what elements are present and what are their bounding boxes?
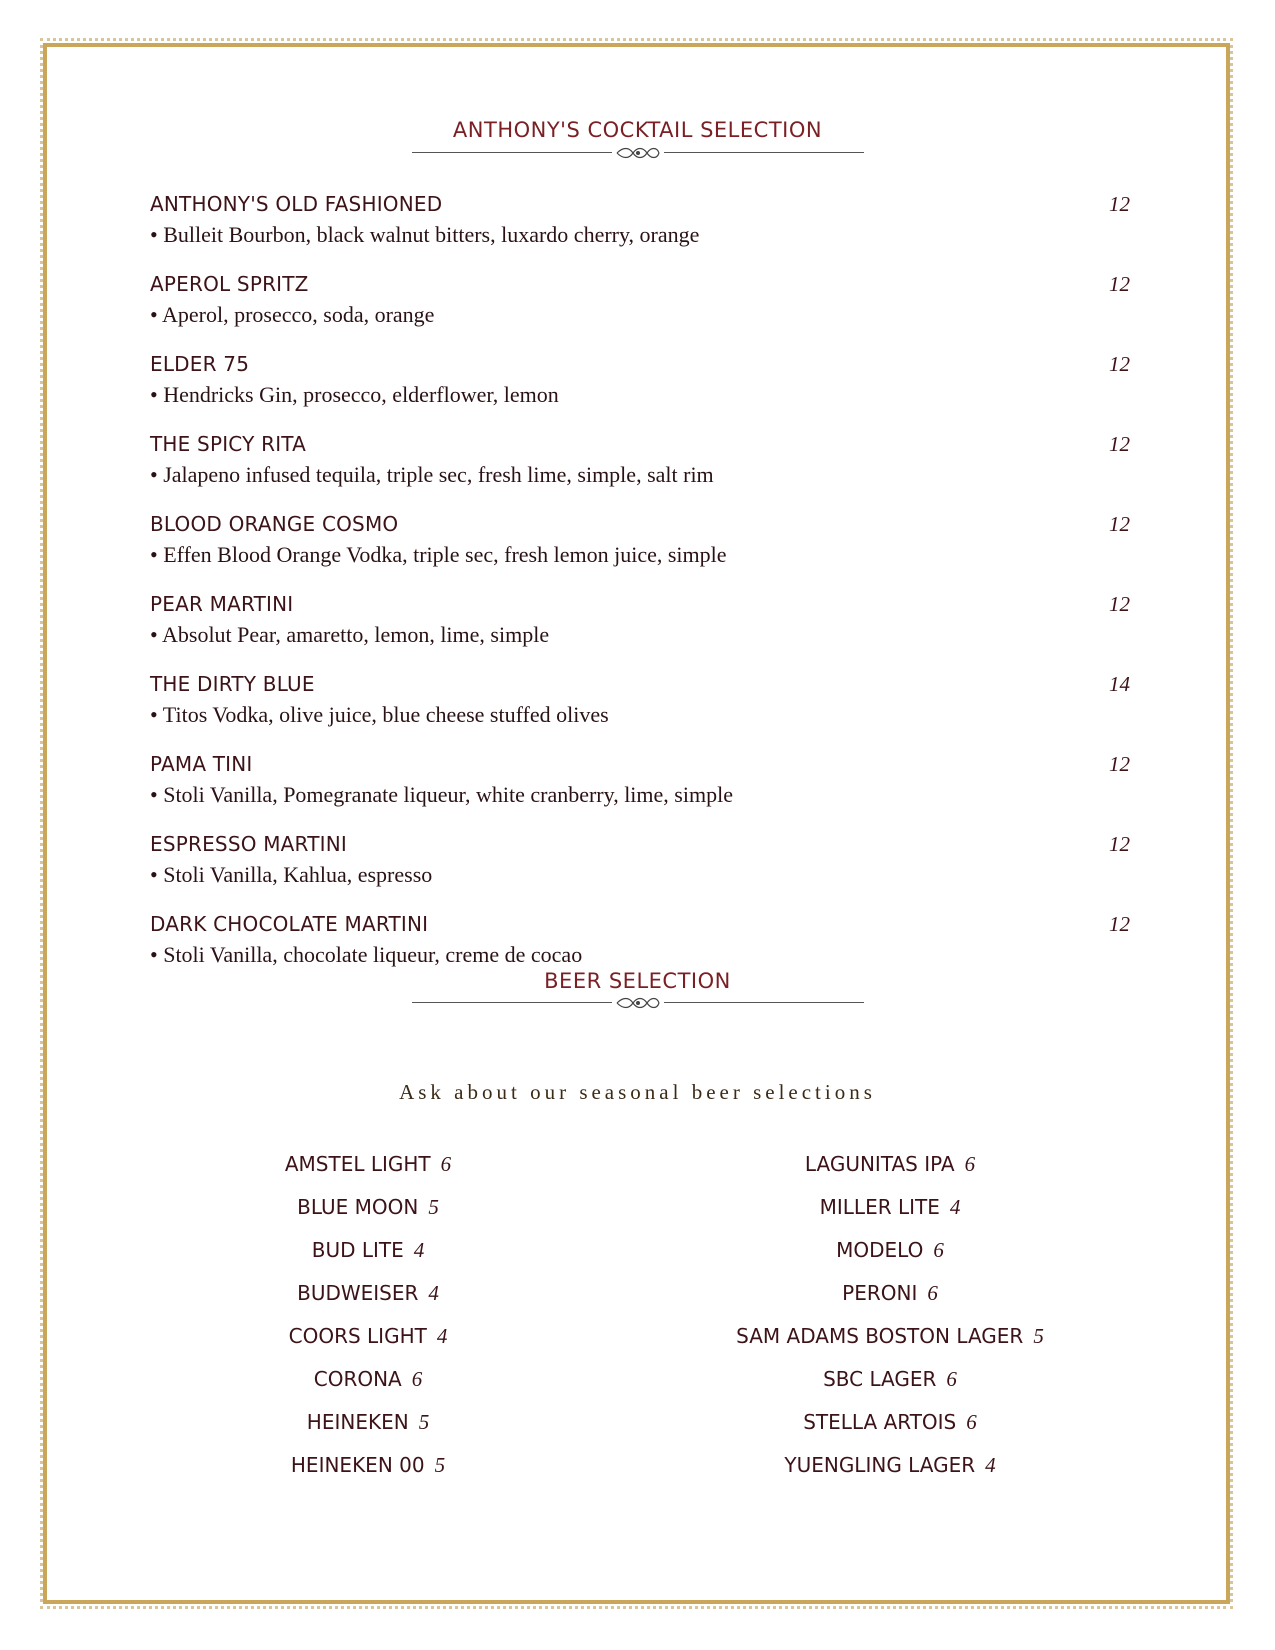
cocktail-price: 12: [1109, 272, 1130, 296]
beer-name: SAM ADAMS BOSTON LAGER: [736, 1324, 1024, 1348]
beer-price: 6: [927, 1281, 938, 1305]
cocktail-item: [150, 592, 1130, 672]
cocktail-price: 12: [1109, 592, 1130, 616]
cocktail-price: 12: [1109, 512, 1130, 536]
cocktail-name: ELDER 75: [150, 352, 250, 376]
cocktail-item: [150, 672, 1130, 752]
cocktail-section-title: ANTHONY'S COCKTAIL SELECTION: [452, 118, 823, 142]
cocktail-price: 12: [1109, 832, 1130, 856]
cocktail-name: PEAR MARTINI: [150, 592, 294, 616]
beer-name: HEINEKEN: [306, 1410, 409, 1434]
beer-price: 5: [418, 1410, 430, 1434]
beer-item: [158, 1195, 578, 1238]
cocktail-item: [150, 512, 1130, 592]
beer-price: 4: [428, 1281, 439, 1305]
cocktail-description: • Bulleit Bourbon, black walnut bitters, luxardo cherry, orange: [150, 222, 700, 247]
cocktail-item: [150, 432, 1130, 512]
beer-item: [680, 1238, 1100, 1281]
beer-price: 6: [946, 1367, 957, 1391]
cocktail-name: APEROL SPRITZ: [150, 272, 309, 296]
beer-name: BLUE MOON: [297, 1195, 419, 1219]
beer-price: 4: [436, 1324, 448, 1348]
cocktail-description: • Effen Blood Orange Vodka, triple sec, fresh lemon juice, simple: [150, 542, 727, 567]
beer-price: 6: [966, 1410, 977, 1434]
ornament-divider-icon: [412, 996, 864, 1010]
cocktail-price: 12: [1109, 912, 1130, 936]
beer-price: 6: [933, 1238, 944, 1262]
beer-name: SBC LAGER: [823, 1367, 937, 1391]
beer-price: 4: [413, 1238, 425, 1262]
beer-item: [680, 1367, 1100, 1410]
beer-price: 5: [1033, 1324, 1044, 1348]
beer-name: PERONI: [842, 1281, 918, 1305]
cocktail-name: BLOOD ORANGE COSMO: [150, 512, 399, 536]
beer-name: MODELO: [836, 1238, 924, 1262]
beer-item: [158, 1410, 578, 1453]
cocktail-item: [150, 752, 1130, 832]
beer-name: AMSTEL LIGHT: [284, 1152, 431, 1176]
beer-price: 4: [949, 1195, 961, 1219]
cocktail-name: PAMA TINI: [150, 752, 253, 776]
beer-list-right: [680, 1152, 1100, 1496]
beer-name: LAGUNITAS IPA: [804, 1152, 955, 1176]
beer-price: 4: [985, 1453, 996, 1477]
cocktail-description: • Aperol, prosecco, soda, orange: [150, 302, 435, 327]
cocktail-description: • Stoli Vanilla, Pomegranate liqueur, white cranberry, lime, simple: [150, 782, 733, 807]
cocktail-list: [150, 192, 1130, 992]
cocktail-name: THE SPICY RITA: [150, 432, 307, 456]
cocktail-description: • Hendricks Gin, prosecco, elderflower, lemon: [150, 382, 559, 407]
cocktail-item: [150, 352, 1130, 432]
cocktail-name: ESPRESSO MARTINI: [150, 832, 347, 856]
beer-name: HEINEKEN 00: [290, 1453, 425, 1477]
cocktail-description: • Stoli Vanilla, chocolate liqueur, creme de cocao: [150, 942, 583, 967]
cocktail-price: 14: [1109, 672, 1130, 696]
beer-price: 5: [428, 1195, 439, 1219]
cocktail-description: • Stoli Vanilla, Kahlua, espresso: [150, 862, 433, 887]
ornament-divider-icon: [412, 146, 864, 160]
cocktail-description: • Absolut Pear, amaretto, lemon, lime, simple: [150, 622, 550, 647]
beer-item: [158, 1238, 578, 1281]
beer-name: BUDWEISER: [297, 1281, 419, 1305]
beer-section-title: BEER SELECTION: [544, 969, 731, 993]
cocktail-name: THE DIRTY BLUE: [150, 672, 315, 696]
beer-item: [680, 1281, 1100, 1324]
cocktail-item: [150, 832, 1130, 912]
beer-item: [680, 1324, 1100, 1367]
cocktail-description: • Jalapeno infused tequila, triple sec, fresh lime, simple, salt rim: [150, 462, 714, 487]
cocktail-price: 12: [1109, 352, 1130, 376]
beer-name: YUENGLING LAGER: [784, 1453, 976, 1477]
beer-name: COORS LIGHT: [288, 1324, 427, 1348]
beer-seasonal-note: Ask about our seasonal beer selections: [399, 1080, 876, 1104]
beer-name: MILLER LITE: [819, 1195, 940, 1219]
cocktail-price: 12: [1109, 752, 1130, 776]
beer-price: 5: [434, 1453, 446, 1477]
beer-item: [158, 1367, 578, 1410]
beer-item: [158, 1453, 578, 1496]
beer-item: [680, 1410, 1100, 1453]
beer-name: STELLA ARTOIS: [803, 1410, 957, 1434]
beer-price: 6: [411, 1367, 423, 1391]
beer-item: [158, 1324, 578, 1367]
cocktail-description: • Titos Vodka, olive juice, blue cheese stuffed olives: [150, 702, 609, 727]
beer-item: [680, 1453, 1100, 1496]
beer-item: [680, 1195, 1100, 1238]
beer-item: [680, 1152, 1100, 1195]
cocktail-price: 12: [1109, 432, 1130, 456]
beer-price: 6: [964, 1152, 976, 1176]
cocktail-price: 12: [1109, 192, 1130, 216]
cocktail-item: [150, 192, 1130, 272]
beer-price: 6: [440, 1152, 452, 1176]
cocktail-name: DARK CHOCOLATE MARTINI: [150, 912, 429, 936]
cocktail-item: [150, 272, 1130, 352]
beer-item: [158, 1152, 578, 1195]
beer-list-left: [158, 1152, 578, 1496]
beer-name: CORONA: [313, 1367, 402, 1391]
beer-name: BUD LITE: [311, 1238, 404, 1262]
cocktail-name: ANTHONY'S OLD FASHIONED: [150, 192, 443, 216]
beer-item: [158, 1281, 578, 1324]
